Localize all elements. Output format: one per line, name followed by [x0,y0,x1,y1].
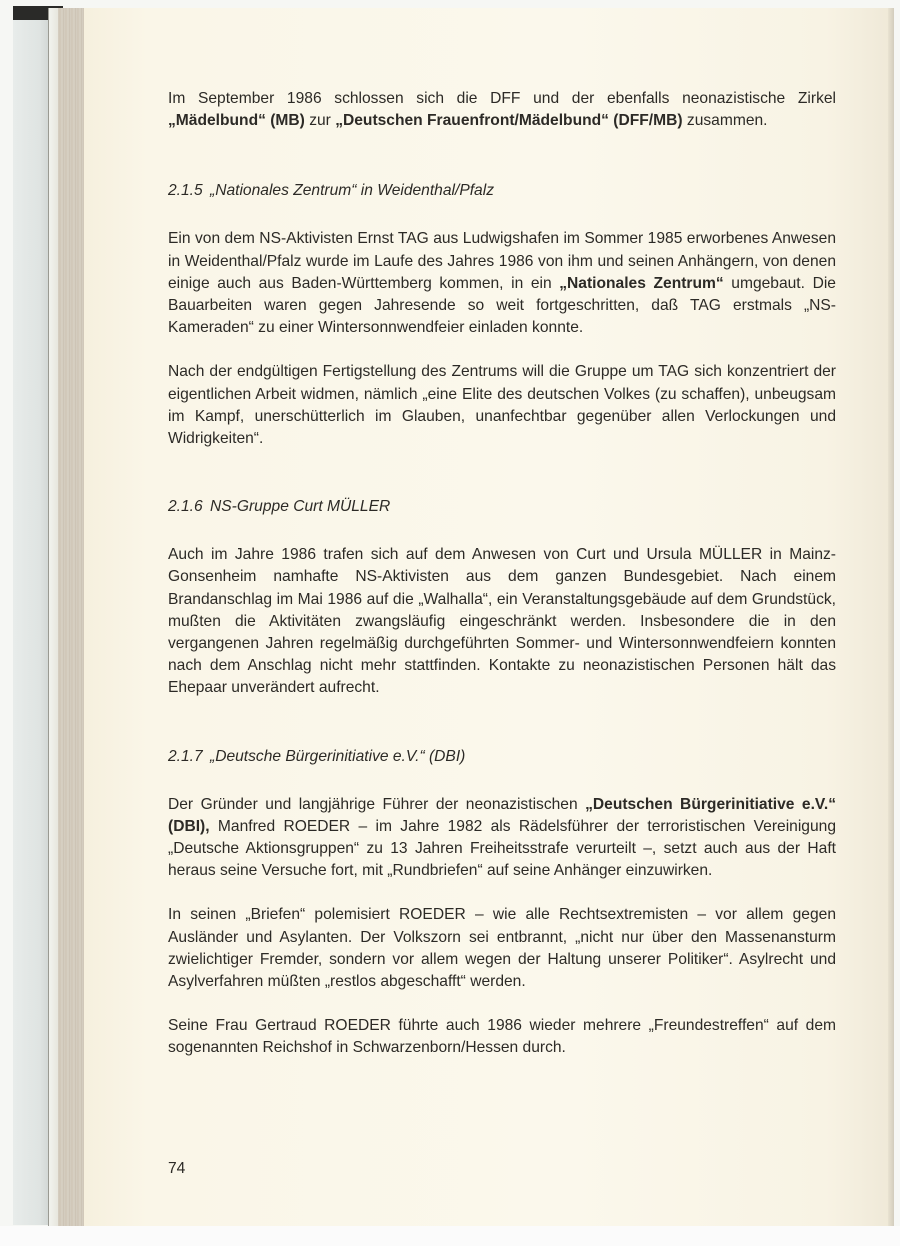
text-segment: Ein von dem NS-Aktivisten Ernst TAG aus Ludwigshafen im Sommer 1985 erworbenes Anwesen in Weidenthal/Pfalz wurde im Laufe des Jahres 1986 von ihm und seinen Anhängern, von denen einige auch aus Baden-Württemberg kommen, in ein [168,230,836,292]
section-heading-2-1-5 [168,180,836,202]
paragraph-dff-mb [168,88,836,132]
section-heading-2-1-6 [168,496,836,518]
section-number: 2.1.6 [168,498,203,516]
text-segment: Auch im Jahre 1986 trafen sich auf dem Anwesen von Curt und Ursula MÜLLER in Mainz-Gonsenheim namhafte NS-Aktivisten aus dem ganzen Bundesgebiet. Nach einem Brandanschlag im Mai 1986 auf die „Walhalla“, ein Veranstaltungsgebäude auf dem Grundstück, mußten die Aktivitäten zwangsläufig eingeschränkt werden. Insbesondere die in den vergangenen Jahren regelmäßig durchgeführten Sommer- und Wintersonnwendfeiern konnten nach dem Anschlag nicht mehr stattfinden. Kontakte zu neonazistischen Personen hält das Ehepaar unverändert aufrecht. [168,546,836,697]
text-segment: Im September 1986 schlossen sich die DFF und der ebenfalls neonazistische Zirkel [168,90,836,107]
paragraph-mueller [168,544,836,699]
text-segment: Manfred ROEDER – im Jahre 1982 als Rädelsführer der terroristischen Vereinigung „Deutsche Aktionsgruppen“ zu 13 Jahren Freiheitsstrafe verurteilt –, setzt auch aus der Haft heraus seine Versuche fort, mit „Rundbriefen“ auf seine Anhänger einzuwirken. [168,817,836,880]
bold-term-nationales-zentrum: „Nationales Zentrum“ [559,274,724,292]
page-stack-edge [58,8,84,1226]
section-title: „Nationales Zentrum“ in Weidenthal/Pfalz [210,182,494,200]
section-number: 2.1.7 [168,747,203,765]
scan-bottom-margin [0,1226,900,1246]
paragraph-briefe [168,904,836,993]
paragraph-elite [168,361,836,450]
text-segment: zusammen. [682,112,768,130]
section-heading-2-1-7 [168,746,836,768]
text-segment: In seinen „Briefen“ polemisiert ROEDER – wie alle Rechtsextremisten – vor allem gegen Ausländer und Asylanten. Der Volkszorn sei entbrannt, „nicht nur über den Massenansturm zwielichtiger Fremder, sondern vor allem wegen der Haltung unserer Politiker“. Asylrecht und Asylverfahren müßten „restlos abgeschafft“ werden. [168,906,836,991]
text-segment: zur [304,112,336,130]
text-segment: Nach der endgültigen Fertigstellung des Zentrums will die Gruppe um TAG sich konzentriert der eigentlichen Arbeit widmen, nämlich „eine Elite des deutschen Volkes (zu schaffen), unbeugsam im Kampf, unerschütterlich im Glauben, unanfechtbar gegenüber allen Verlockungen und Widrigkeiten“. [168,363,836,448]
bold-term-dff-mb: „Deutschen Frauenfront/Mädelbund“ (DFF/MB) [335,112,683,130]
bold-term-maedelbund: „Mädelbund“ (MB) [168,112,305,130]
text-segment: umgebaut. Die Bauarbeiten waren gegen Jahresende so weit fortgeschritten, daß TAG erstmals „NS-Kameraden“ zu einer Wintersonnwendfeier einladen konnte. [168,274,836,337]
text-segment: Der Gründer und langjährige Führer der neonazistischen [168,795,586,813]
section-number: 2.1.5 [168,182,203,200]
paragraph-gertraud-roeder [168,1015,836,1059]
page-right-shadow [888,8,894,1226]
scanner-left-strip [13,20,51,1225]
page-number: 74 [168,1160,186,1177]
section-title: NS-Gruppe Curt MÜLLER [210,498,391,516]
paragraph-nationales-zentrum [168,228,836,339]
page-content [168,88,836,1060]
bold-term-dbi: „Deutschen Bürgerinitiative e.V.“ (DBI), [168,795,836,835]
section-title: „Deutsche Bürgerinitiative e.V.“ (DBI) [210,747,466,765]
text-segment: Seine Frau Gertraud ROEDER führte auch 1986 wieder mehrere „Freundestreffen“ auf dem sogenannten Reichshof in Schwarzenborn/Hessen durch. [168,1017,836,1057]
paragraph-roeder-dbi [168,794,836,883]
